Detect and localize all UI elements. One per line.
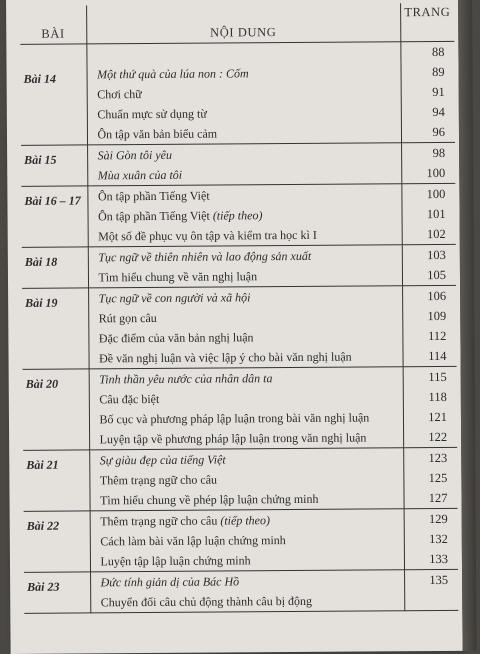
entry-page-number: 125: [428, 470, 448, 486]
entry-page-number: 132: [429, 531, 448, 547]
toc-entry[interactable]: [97, 62, 400, 84]
entry-page-number: 98: [432, 145, 446, 161]
toc-entry[interactable]: [98, 245, 401, 267]
toc-entry[interactable]: [98, 204, 401, 226]
entry-page-number: 129: [428, 511, 448, 527]
entry-page-number: 121: [428, 409, 448, 425]
lesson-content: [87, 184, 401, 247]
toc-entry[interactable]: [99, 286, 402, 308]
lesson-group: [21, 183, 455, 247]
entry-title: Bố cục và phương pháp lập luận trong bài văn nghị luận: [99, 410, 370, 427]
toc-entry[interactable]: [100, 468, 403, 490]
entry-title: Ôn tập phần Tiếng Việt: [97, 188, 210, 204]
lesson-label: Bài 15: [21, 145, 87, 186]
header-content: NỘI DUNG: [86, 3, 400, 44]
toc-entry[interactable]: [97, 102, 400, 124]
entry-title: Mùa xuân của tôi: [97, 167, 183, 183]
toc-entry[interactable]: [99, 326, 402, 348]
page-edge: [458, 0, 477, 651]
lesson-content: [87, 143, 401, 186]
lesson-pages: [402, 285, 457, 366]
entry-title: Cách làm bài văn lập luận chứng minh: [100, 533, 286, 549]
entry-title: Một số đề phục vụ ôn tập và kiểm tra học kì I: [98, 227, 317, 244]
lesson-content: [89, 367, 404, 450]
entry-page-number: 135: [429, 572, 449, 588]
entry-page-number: 123: [428, 450, 448, 466]
entry-page-number: 127: [428, 490, 448, 506]
entry-suffix: (tiếp theo): [220, 513, 271, 528]
entry-page-number: 112: [428, 328, 447, 344]
entry-title: Chuẩn mực sử dụng từ: [97, 106, 207, 122]
entry-page-number: [405, 590, 449, 610]
entry-page-number: 122: [428, 429, 448, 445]
toc-entry[interactable]: [99, 346, 402, 368]
lesson-content: [90, 570, 404, 613]
entry-page-number: 109: [427, 308, 447, 324]
lesson-group: [22, 244, 456, 288]
lesson-content: [88, 286, 403, 369]
entry-title: Ôn tập văn bản biểu cảm: [97, 126, 218, 142]
lesson-content: [90, 509, 404, 572]
entry-page-number: 105: [427, 267, 447, 283]
entry-title: Ôn tập phần Tiếng Việt: [98, 208, 210, 224]
toc-entry[interactable]: [100, 529, 403, 551]
toc-body: [20, 62, 458, 614]
lesson-pages: [402, 244, 456, 285]
lesson-content: [86, 62, 401, 145]
lesson-group: [22, 285, 457, 369]
lesson-group: [23, 366, 458, 450]
header-page: TRANG: [400, 3, 454, 42]
toc-header-row: [20, 3, 454, 45]
entry-title: Tìm hiểu chung về phép lập luận chứng minh: [99, 491, 319, 508]
entry-title: Sự giàu đẹp của tiếng Việt: [99, 452, 226, 468]
lesson-label: Bài 22: [24, 511, 90, 572]
entry-title: Tìm hiểu chung về văn nghị luận: [98, 269, 258, 285]
toc-entry[interactable]: [98, 224, 401, 246]
first-page-number: 88: [431, 44, 445, 60]
toc-entry[interactable]: [101, 590, 404, 612]
toc-entry[interactable]: [100, 549, 403, 571]
lesson-label: Bài 16 – 17: [21, 186, 87, 247]
entry-suffix: (tiếp theo): [212, 208, 263, 223]
entry-title: Sài Gòn tôi yêu: [97, 147, 173, 163]
lesson-pages: [403, 366, 458, 447]
entry-page-number: 102: [426, 226, 446, 242]
toc-entry[interactable]: [99, 387, 402, 409]
lesson-group: [23, 447, 457, 511]
lesson-label: Bài 19: [22, 288, 89, 369]
entry-title: Thêm trạng ngữ cho câu: [99, 472, 218, 488]
entry-title: Thêm trạng ngữ cho câu: [100, 513, 218, 529]
entry-title: Đức tính giản dị của Bác Hồ: [100, 574, 240, 590]
header-lesson: BÀI: [20, 5, 86, 44]
entry-title: Tục ngữ về con người và xã hội: [98, 290, 251, 306]
toc-entry[interactable]: [98, 143, 401, 165]
toc-entry[interactable]: [98, 184, 401, 206]
toc-entry[interactable]: [100, 509, 403, 531]
toc-entry[interactable]: [100, 488, 403, 510]
entry-title: Luyện tập về phương pháp lập luận trong văn nghị luận: [99, 430, 367, 447]
entry-page-number: 118: [428, 389, 447, 405]
lesson-group: [24, 569, 458, 613]
entry-title: Tục ngữ về thiên nhiên và lao động sản xuất: [98, 248, 312, 265]
entry-page-number: 133: [429, 551, 449, 567]
lesson-content: [89, 448, 403, 511]
entry-page-number: 96: [432, 124, 446, 140]
lesson-group: [20, 62, 455, 146]
lesson-label: Bài 14: [20, 64, 87, 145]
lesson-pages: [401, 183, 455, 244]
lesson-label: Bài 23: [24, 572, 90, 613]
entry-page-number: 106: [427, 288, 447, 304]
toc-entry[interactable]: [98, 163, 401, 185]
entry-title: Đề văn nghị luận và việc lập ý cho bài văn nghị luận: [98, 349, 352, 366]
lesson-pages: [404, 508, 458, 569]
entry-page-number: 115: [428, 369, 447, 385]
entry-title: Tinh thần yêu nước của nhân dân ta: [99, 371, 273, 387]
entry-title: Đặc điểm của văn bản nghị luận: [98, 330, 254, 346]
entry-title: Chơi chữ: [97, 87, 142, 102]
toc-entry[interactable]: [99, 367, 402, 389]
table-of-contents: [20, 3, 458, 614]
toc-entry[interactable]: [99, 407, 402, 429]
lesson-label: Bài 18: [22, 247, 88, 288]
entry-page-number: 103: [427, 247, 446, 263]
toc-entry[interactable]: [97, 82, 400, 104]
entry-title: Rút gọn câu: [98, 310, 157, 326]
toc-entry[interactable]: [97, 122, 400, 144]
toc-entry[interactable]: [98, 265, 401, 287]
book-page: [6, 0, 463, 654]
toc-entry[interactable]: [100, 448, 403, 470]
lesson-content: [88, 245, 402, 288]
entry-page-number: 101: [426, 206, 446, 222]
entry-title: Câu đặc biệt: [99, 391, 160, 407]
entry-title: Chuyển đổi câu chủ động thành câu bị động: [100, 593, 313, 610]
lesson-pages: [403, 447, 457, 508]
lesson-pages: [400, 62, 455, 143]
entry-page-number: 100: [426, 186, 446, 202]
lesson-group: [24, 508, 458, 572]
toc-entry[interactable]: [99, 306, 402, 328]
toc-entry[interactable]: [100, 427, 403, 449]
lesson-pages: [404, 569, 458, 610]
toc-entry[interactable]: [101, 570, 404, 592]
lesson-label: Bài 21: [23, 450, 89, 511]
entry-title: Một thứ quà của lúa non : Cốm: [97, 66, 249, 82]
lesson-pages: [401, 142, 455, 183]
entry-page-number: 94: [432, 104, 445, 120]
lesson-group: [21, 142, 455, 186]
entry-page-number: 89: [432, 64, 445, 80]
lesson-label: Bài 20: [23, 369, 90, 450]
entry-title: Luyện tập lập luận chứng minh: [100, 553, 251, 569]
entry-page-number: 114: [428, 348, 447, 364]
entry-page-number: 91: [432, 84, 445, 100]
entry-page-number: 100: [426, 165, 446, 181]
